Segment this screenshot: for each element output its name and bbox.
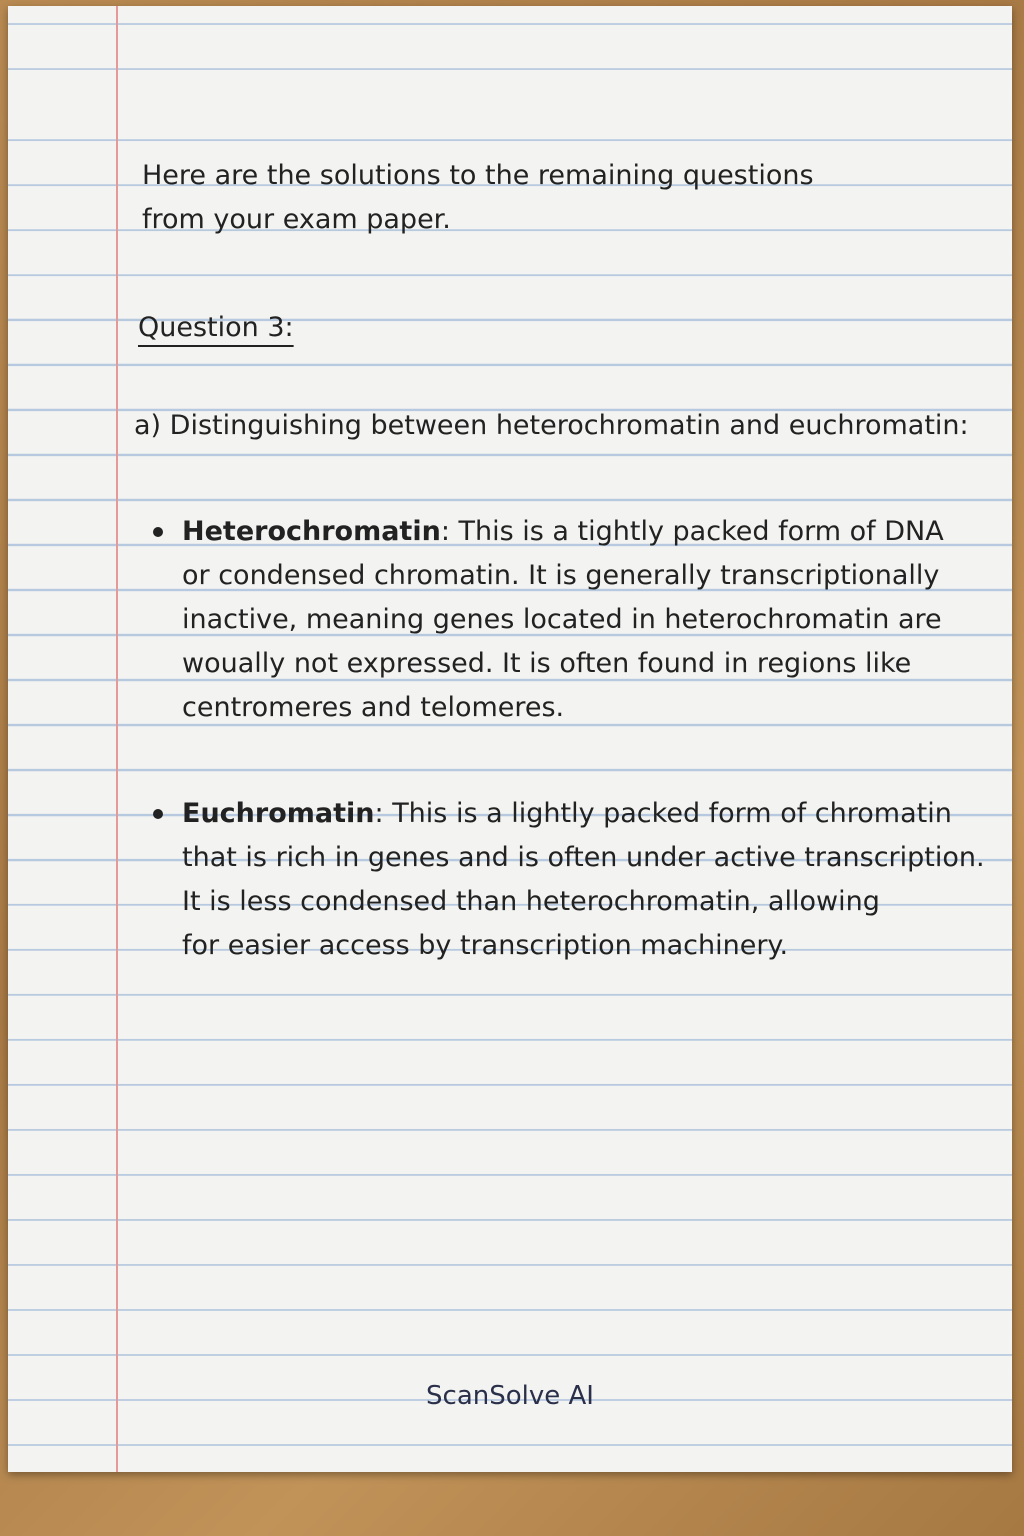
paragraph-line: centromeres and telomeres.	[182, 692, 565, 723]
question-heading: Question 3:	[138, 312, 294, 343]
paragraph-text: This is a tightly packed form of DNA	[458, 516, 944, 547]
intro-line-1: Here are the solutions to the remaining questions	[142, 160, 814, 191]
notebook-paper	[8, 6, 1012, 1472]
bullet-dot-icon	[153, 527, 163, 537]
term-separator: :	[374, 798, 393, 829]
euchromatin-paragraph	[182, 792, 985, 968]
term-euchromatin: Euchromatin	[182, 798, 375, 829]
paragraph-text: This is a lightly packed form of chromatin	[392, 798, 952, 829]
intro-line-2: from your exam paper.	[142, 204, 451, 235]
paragraph-line: or condensed chromatin. It is generally transcriptionally	[182, 560, 940, 591]
paragraph-line: It is less condensed than heterochromatin, allowing	[182, 886, 880, 917]
paragraph-line: for easier access by transcription machinery.	[182, 930, 789, 961]
paragraph-line: that is rich in genes and is often under active transcription.	[182, 842, 985, 873]
paragraph-line	[182, 510, 962, 554]
intro-text	[142, 154, 814, 242]
term-heterochromatin: Heterochromatin	[182, 516, 441, 547]
heterochromatin-paragraph	[182, 510, 962, 730]
paragraph-line: woually not expressed. It is often found in regions like	[182, 648, 912, 679]
part-a-heading: a) Distinguishing between heterochromatin and euchromatin:	[134, 410, 969, 441]
footer-brand: ScanSolve AI	[426, 1381, 594, 1411]
bullet-dot-icon	[153, 809, 163, 819]
paragraph-line: inactive, meaning genes located in heterochromatin are	[182, 604, 942, 635]
term-separator: :	[440, 516, 459, 547]
paragraph-line	[182, 792, 962, 836]
margin-line	[116, 6, 118, 1472]
